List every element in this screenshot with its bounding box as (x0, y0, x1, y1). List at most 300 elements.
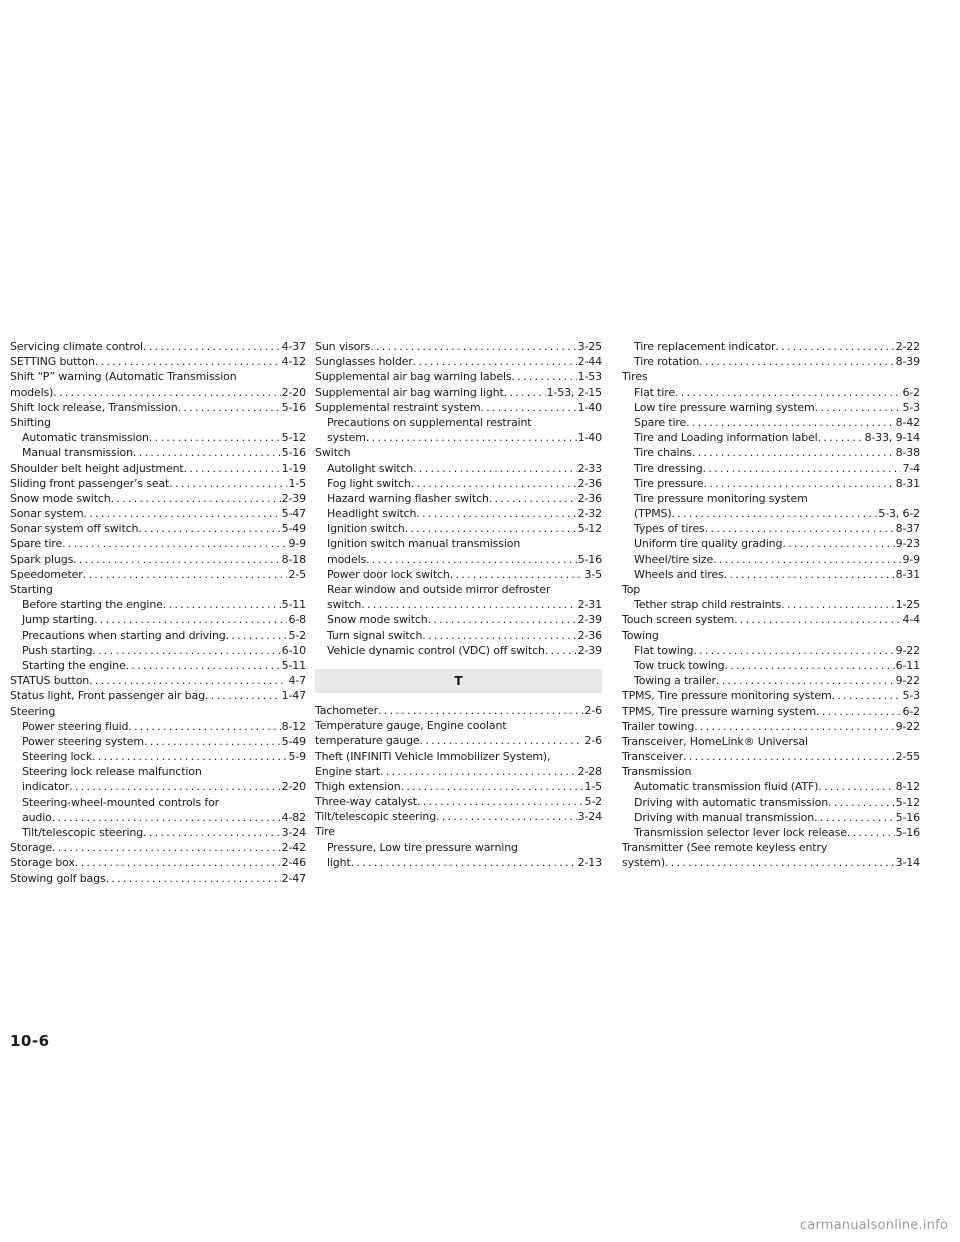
entry-term: system (327, 431, 366, 445)
entry-term: Tire and Loading information label (634, 431, 818, 445)
index-entry-servicing-climate-control (10, 339, 306, 354)
index-entry-temperature-gauge-engine-coolant (315, 718, 602, 733)
entry-page-ref: 9-22 (895, 719, 920, 733)
index-entry-tire-dressing (622, 461, 920, 476)
entry-page-ref: 2-36 (577, 628, 602, 642)
entry-term: Push starting (22, 643, 93, 657)
entry-term: Temperature gauge, Engine coolant (315, 719, 507, 733)
dot-leader (178, 400, 281, 415)
index-entry-steering (10, 704, 306, 719)
index-entry-tire-replacement-indicator (622, 339, 920, 354)
dot-leader (724, 567, 895, 582)
index-entry-driving-with-automatic-transmission (622, 795, 920, 810)
index-entry-tow-truck-towing (622, 658, 920, 673)
index-entry-switch (315, 445, 602, 460)
index-entry-tire-and-loading-information-label (622, 430, 920, 445)
dot-leader (734, 612, 901, 627)
entry-page-ref: 1-40 (577, 400, 602, 414)
entry-term: Power door lock switch (327, 567, 450, 581)
index-entry-supplemental-air-bag-warning-light (315, 385, 602, 400)
entry-term: Spare tire (10, 537, 63, 551)
dot-leader (361, 597, 576, 612)
entry-page-ref: 5-9 (288, 750, 306, 764)
index-entry-tire (315, 824, 602, 839)
index-entry-automatic-transmission (10, 430, 306, 445)
entry-term: Types of tires (634, 522, 705, 536)
entry-term: Shift lock release, Transmission (10, 400, 178, 414)
dot-leader (92, 643, 280, 658)
index-entry-towing (622, 628, 920, 643)
index-entry-supplemental-restraint-system (315, 400, 602, 415)
dot-leader (489, 491, 577, 506)
entry-page-ref: 3-24 (281, 826, 306, 839)
index-entry-temperature-gauge (315, 733, 602, 748)
entry-page-ref: 1-47 (281, 689, 306, 703)
entry-page-ref: 7-4 (902, 461, 920, 475)
entry-term: Shift “P” warning (Automatic Transmission (10, 370, 237, 384)
entry-page-ref: 2-39 (577, 643, 602, 657)
index-entry-steering-wheel-mounted-controls-for (10, 795, 306, 810)
index-column-2 (315, 339, 602, 870)
dot-leader (128, 719, 280, 734)
index-entry-driving-with-manual-transmission (622, 810, 920, 825)
index-entry-ignition-switch-manual-transmission (315, 536, 602, 551)
entry-term: Tire rotation (634, 355, 700, 369)
dot-leader (436, 809, 577, 824)
index-entry-transceiver-homelink-universal (622, 734, 920, 749)
index-entry-three-way-catalyst (315, 794, 602, 809)
entry-page-ref: 4-7 (288, 674, 306, 688)
dot-leader (504, 385, 546, 400)
dot-leader (775, 339, 894, 354)
entry-term: Flat tire (634, 385, 676, 399)
entry-term: Shoulder belt height adjustment (10, 461, 184, 475)
index-entry-storage (10, 840, 306, 855)
dot-leader (781, 597, 894, 612)
dot-leader (83, 506, 280, 521)
entry-page-ref: 2-47 (281, 871, 306, 885)
entry-page-ref: 2-44 (577, 355, 602, 369)
dot-leader (480, 400, 576, 415)
index-entry-automatic-transmission-fluid-atf (622, 779, 920, 794)
index-entry-power-door-lock-switch (315, 567, 602, 582)
dot-leader (420, 733, 584, 748)
dot-leader (511, 369, 576, 384)
entry-term: Power steering system (22, 734, 144, 748)
entry-term: Hazard warning flasher switch (327, 491, 489, 505)
dot-leader (704, 476, 895, 491)
dot-leader (814, 810, 895, 825)
entry-term: Fog light switch (327, 476, 411, 490)
dot-leader (143, 339, 281, 354)
entry-term: Starting the engine (22, 658, 126, 672)
entry-term: Sunglasses holder (315, 355, 413, 369)
entry-term: Engine start (315, 764, 381, 778)
index-column-1 (10, 339, 306, 886)
entry-page-ref: 5-49 (281, 734, 306, 748)
dot-leader (226, 628, 288, 643)
index-entry-flat-towing (622, 643, 920, 658)
index-entry-turn-signal-switch (315, 628, 602, 643)
index-entry-models (10, 385, 306, 400)
entry-page-ref: 2-36 (577, 476, 602, 490)
dot-leader (366, 552, 577, 567)
entry-term: Low tire pressure warning system (634, 400, 815, 414)
entry-term: Vehicle dynamic control (VDC) off switch (327, 643, 545, 657)
dot-leader (416, 506, 576, 521)
dot-leader (92, 749, 287, 764)
entry-page-ref: 8-33, 9-14 (864, 431, 920, 445)
dot-leader (693, 643, 894, 658)
dot-leader (705, 521, 895, 536)
entry-page-ref: 5-16 (895, 810, 920, 824)
index-entry-autolight-switch (315, 461, 602, 476)
dot-leader (53, 385, 280, 400)
entry-term: Theft (INFINITI Vehicle Immobilizer System), (315, 749, 551, 763)
entry-page-ref: 9-9 (288, 537, 306, 551)
entry-term: Steering (10, 704, 56, 718)
entry-page-ref: 1-5 (288, 476, 306, 490)
index-entry-shifting (10, 415, 306, 430)
entry-page-ref: 5-2 (288, 628, 306, 642)
dot-leader (413, 461, 576, 476)
page-number: 10-6 (10, 1032, 50, 1050)
entry-page-ref: 2-55 (895, 750, 920, 764)
entry-page-ref: 1-53 (577, 370, 602, 384)
entry-page-ref: 2-46 (281, 856, 306, 870)
entry-term: Pressure, Low tire pressure warning (327, 840, 518, 854)
entry-term: switch (327, 598, 362, 612)
index-entry-wheels-and-tires (622, 567, 920, 582)
entry-term: system) (622, 856, 666, 870)
entry-term: Ignition switch manual transmission (327, 537, 521, 551)
index-entry-jump-starting (10, 612, 306, 627)
dot-leader (401, 779, 584, 794)
index-entry-tpms (622, 506, 920, 521)
entry-page-ref: 5-16 (281, 446, 306, 460)
entry-term: Tire chains (634, 446, 692, 460)
index-entry-tire-pressure-monitoring-system (622, 491, 920, 506)
index-entry-rear-window-and-outside-mirror-defroster (315, 582, 602, 597)
entry-page-ref: 2-6 (584, 734, 602, 748)
entry-page-ref: 2-36 (577, 491, 602, 505)
dot-leader (428, 612, 577, 627)
entry-term: Precautions on supplemental restraint (327, 415, 532, 429)
dot-leader (413, 354, 577, 369)
entry-page-ref: 5-12 (281, 431, 306, 445)
dot-leader (163, 597, 281, 612)
index-entry-shift-p-warning-automatic-transmission (10, 369, 306, 384)
entry-term: Transmission (622, 765, 692, 779)
entry-term: Supplemental air bag warning light (315, 385, 504, 399)
index-entry-precautions-when-starting-and-driving (10, 628, 306, 643)
entry-term: Driving with manual transmission (634, 810, 815, 824)
entry-term: Snow mode switch (327, 613, 428, 627)
entry-term: Shifting (10, 415, 51, 429)
dot-leader (818, 779, 894, 794)
entry-term: Headlight switch (327, 507, 417, 521)
entry-term: Tires (622, 370, 648, 384)
entry-term: Steering lock release malfunction (22, 765, 202, 779)
entry-page-ref: 6-10 (281, 643, 306, 657)
index-entry-touch-screen-system (622, 612, 920, 627)
entry-page-ref: 4-12 (281, 355, 306, 369)
index-entry-ignition-switch (315, 521, 602, 536)
entry-page-ref: 8-18 (281, 552, 306, 566)
entry-page-ref: 8-31 (895, 567, 920, 581)
dot-leader (699, 354, 894, 369)
dot-leader (405, 521, 577, 536)
entry-term: Autolight switch (327, 461, 414, 475)
index-entry-shift-lock-release-transmission (10, 400, 306, 415)
dot-leader (111, 491, 281, 506)
entry-term: Driving with automatic transmission (634, 795, 829, 809)
index-entry-transceiver (622, 749, 920, 764)
index-entry-types-of-tires (622, 521, 920, 536)
entry-page-ref: 6-2 (902, 385, 920, 399)
entry-term: Switch (315, 446, 351, 460)
index-entry-system (622, 855, 920, 870)
entry-term: Manual transmission (22, 446, 133, 460)
dot-leader (378, 703, 583, 718)
entry-term: Steering lock (22, 750, 93, 764)
entry-term: Stowing golf bags (10, 871, 106, 885)
entry-page-ref: 5-11 (281, 598, 306, 612)
index-entry-hazard-warning-flasher-switch (315, 491, 602, 506)
index-entry-speedometer (10, 567, 306, 582)
index-entry-switch (315, 597, 602, 612)
entry-term: TPMS, Tire pressure warning system (622, 704, 817, 718)
entry-term: Speedometer (10, 567, 83, 581)
index-entry-sliding-front-passenger-s-seat (10, 476, 306, 491)
entry-page-ref: 5-3, 6-2 (878, 507, 920, 521)
dot-leader (815, 400, 902, 415)
entry-term: Tire replacement indicator (634, 340, 776, 353)
index-entry-steering-lock-release-malfunction (10, 764, 306, 779)
dot-leader (143, 825, 281, 840)
dot-leader (133, 445, 281, 460)
entry-term: Sonar system off switch (10, 522, 139, 536)
index-entry-storage-box (10, 855, 306, 870)
entry-page-ref: 9-9 (902, 552, 920, 566)
entry-page-ref: 6-2 (902, 704, 920, 718)
dot-leader (75, 855, 281, 870)
dot-leader (83, 567, 288, 582)
index-entry-steering-lock (10, 749, 306, 764)
entry-page-ref: 2-20 (281, 780, 306, 794)
index-column-3 (622, 339, 920, 871)
dot-leader (184, 461, 281, 476)
entry-term: Thigh extension (315, 779, 401, 793)
entry-term: Trailer towing (622, 719, 695, 733)
entry-page-ref: 2-6 (584, 703, 602, 717)
index-entry-towing-a-trailer (622, 673, 920, 688)
entry-term: (TPMS) (634, 507, 672, 521)
dot-leader (782, 536, 894, 551)
entry-term: Ignition switch (327, 522, 405, 536)
entry-term: Tether strap child restraints (634, 598, 782, 612)
dot-leader (149, 430, 281, 445)
entry-page-ref: 2-13 (577, 855, 602, 869)
dot-leader (126, 658, 281, 673)
entry-page-ref: 6-11 (895, 658, 920, 672)
entry-term: Three-way catalyst (315, 795, 417, 809)
entry-term: Servicing climate control (10, 340, 143, 353)
entry-page-ref: 5-16 (895, 826, 920, 839)
entry-page-ref: 2-5 (288, 567, 306, 581)
entry-page-ref: 8-39 (895, 355, 920, 369)
index-entry-audio (10, 810, 306, 825)
index-entry-tpms-tire-pressure-monitoring-system (622, 688, 920, 703)
entry-page-ref: 9-22 (895, 674, 920, 688)
index-entry-power-steering-fluid (10, 719, 306, 734)
index-entry-low-tire-pressure-warning-system (622, 400, 920, 415)
entry-page-ref: 8-12 (895, 780, 920, 794)
entry-page-ref: 1-40 (577, 431, 602, 445)
entry-page-ref: 1-25 (895, 598, 920, 612)
index-entry-manual-transmission (10, 445, 306, 460)
entry-term: models) (10, 385, 54, 399)
entry-page-ref: 2-31 (577, 598, 602, 612)
entry-page-ref: 8-38 (895, 446, 920, 460)
entry-term: Tire pressure monitoring system (634, 491, 808, 505)
index-entry-transmission-selector-lever-lock-release (622, 825, 920, 840)
index-entry-theft-infiniti-vehicle-immobilizer-syste (315, 749, 602, 764)
index-entry-models (315, 552, 602, 567)
entry-page-ref: 8-12 (281, 719, 306, 733)
dot-leader (545, 643, 577, 658)
entry-term: Supplemental air bag warning labels (315, 370, 512, 384)
dot-leader (847, 825, 895, 840)
entry-term: TPMS, Tire pressure monitoring system (622, 689, 832, 703)
dot-leader (672, 506, 878, 521)
entry-page-ref: 2-22 (895, 340, 920, 353)
entry-term: light (327, 855, 351, 869)
entry-term: Storage box (10, 856, 75, 870)
index-entry-status-button (10, 673, 306, 688)
dot-leader (169, 476, 287, 491)
entry-term: Spark plugs (10, 552, 74, 566)
entry-page-ref: 8-31 (895, 476, 920, 490)
index-entry-fog-light-switch (315, 476, 602, 491)
index-entry-before-starting-the-engine (10, 597, 306, 612)
index-entry-tilt-telescopic-steering (10, 825, 306, 840)
index-entry-shoulder-belt-height-adjustment (10, 461, 306, 476)
index-entry-tire-chains (622, 445, 920, 460)
index-entry-spare-tire (10, 536, 306, 551)
entry-term: Transmission selector lever lock release (634, 826, 847, 839)
dot-leader (89, 673, 287, 688)
entry-term: Precautions when starting and driving (22, 628, 226, 642)
index-entry-system (315, 430, 602, 445)
index-entry-indicator (10, 779, 306, 794)
entry-term: STATUS button (10, 674, 90, 688)
entry-term: Towing a trailer (634, 674, 716, 688)
entry-term: models (327, 552, 367, 566)
entry-term: Power steering fluid (22, 719, 129, 733)
dot-leader (675, 385, 901, 400)
entry-term: Automatic transmission (22, 431, 149, 445)
entry-page-ref: 5-3 (902, 400, 920, 414)
dot-leader (366, 430, 577, 445)
entry-page-ref: 6-8 (288, 613, 306, 627)
dot-leader (832, 688, 902, 703)
dot-leader (351, 855, 577, 870)
dot-leader (94, 612, 287, 627)
entry-term: Snow mode switch (10, 491, 111, 505)
entry-term: Transmitter (See remote keyless entry (622, 841, 828, 855)
section-header-t: T (315, 669, 602, 693)
index-entry-sonar-system (10, 506, 306, 521)
entry-term: Touch screen system (622, 613, 735, 627)
dot-leader (713, 552, 901, 567)
entry-page-ref: 2-42 (281, 841, 306, 855)
index-entry-status-light-front-passenger-air-bag (10, 688, 306, 703)
entry-term: Tilt/telescopic steering (315, 810, 437, 824)
entry-page-ref: 5-12 (895, 795, 920, 809)
entry-page-ref: 1-53, 2-15 (546, 385, 602, 399)
index-entry-top (622, 582, 920, 597)
entry-term: Starting (10, 583, 53, 596)
dot-leader (106, 871, 281, 886)
entry-term: Flat towing (634, 643, 694, 657)
dot-leader (62, 536, 287, 551)
dot-leader (828, 795, 895, 810)
dot-leader (450, 567, 584, 582)
entry-term: Sonar system (10, 507, 84, 521)
entry-page-ref: 2-20 (281, 385, 306, 399)
entry-term: Tire dressing (634, 461, 703, 475)
index-entry-tire-rotation (622, 354, 920, 369)
watermark: carmanualsonline.info (799, 1218, 948, 1233)
entry-page-ref: 8-42 (895, 415, 920, 429)
dot-leader (52, 840, 281, 855)
index-entry-flat-tire (622, 385, 920, 400)
entry-page-ref: 1-19 (281, 461, 306, 475)
dot-leader (694, 719, 894, 734)
index-entry-tires (622, 369, 920, 384)
entry-page-ref: 4-37 (281, 340, 306, 353)
entry-page-ref: 5-47 (281, 507, 306, 521)
dot-leader (370, 339, 576, 354)
index-entry-tether-strap-child-restraints (622, 597, 920, 612)
entry-term: Spare tire (634, 415, 687, 429)
entry-term: Sun visors (315, 340, 371, 353)
dot-leader (422, 628, 576, 643)
index-entry-starting-the-engine (10, 658, 306, 673)
index-entry-vehicle-dynamic-control-vdc-off-switch (315, 643, 602, 658)
entry-term: Tachometer (315, 703, 378, 717)
entry-term: Rear window and outside mirror defroster (327, 583, 551, 596)
entry-page-ref: 5-49 (281, 522, 306, 536)
index-entry-engine-start (315, 764, 602, 779)
entry-page-ref: 3-25 (577, 340, 602, 353)
dot-leader (665, 855, 895, 870)
index-entry-snow-mode-switch (315, 612, 602, 627)
dot-leader (692, 445, 895, 460)
entry-term: Top (622, 583, 641, 596)
index-entry-tire-pressure (622, 476, 920, 491)
dot-leader (816, 704, 901, 719)
index-entry-light (315, 855, 602, 870)
index-entry-uniform-tire-quality-grading (622, 536, 920, 551)
entry-page-ref: 3-5 (584, 567, 602, 581)
index-entry-transmitter-see-remote-keyless-entry (622, 840, 920, 855)
dot-leader (818, 430, 864, 445)
entry-term: Jump starting (22, 613, 95, 627)
entry-page-ref: 2-28 (577, 764, 602, 778)
index-entry-power-steering-system (10, 734, 306, 749)
